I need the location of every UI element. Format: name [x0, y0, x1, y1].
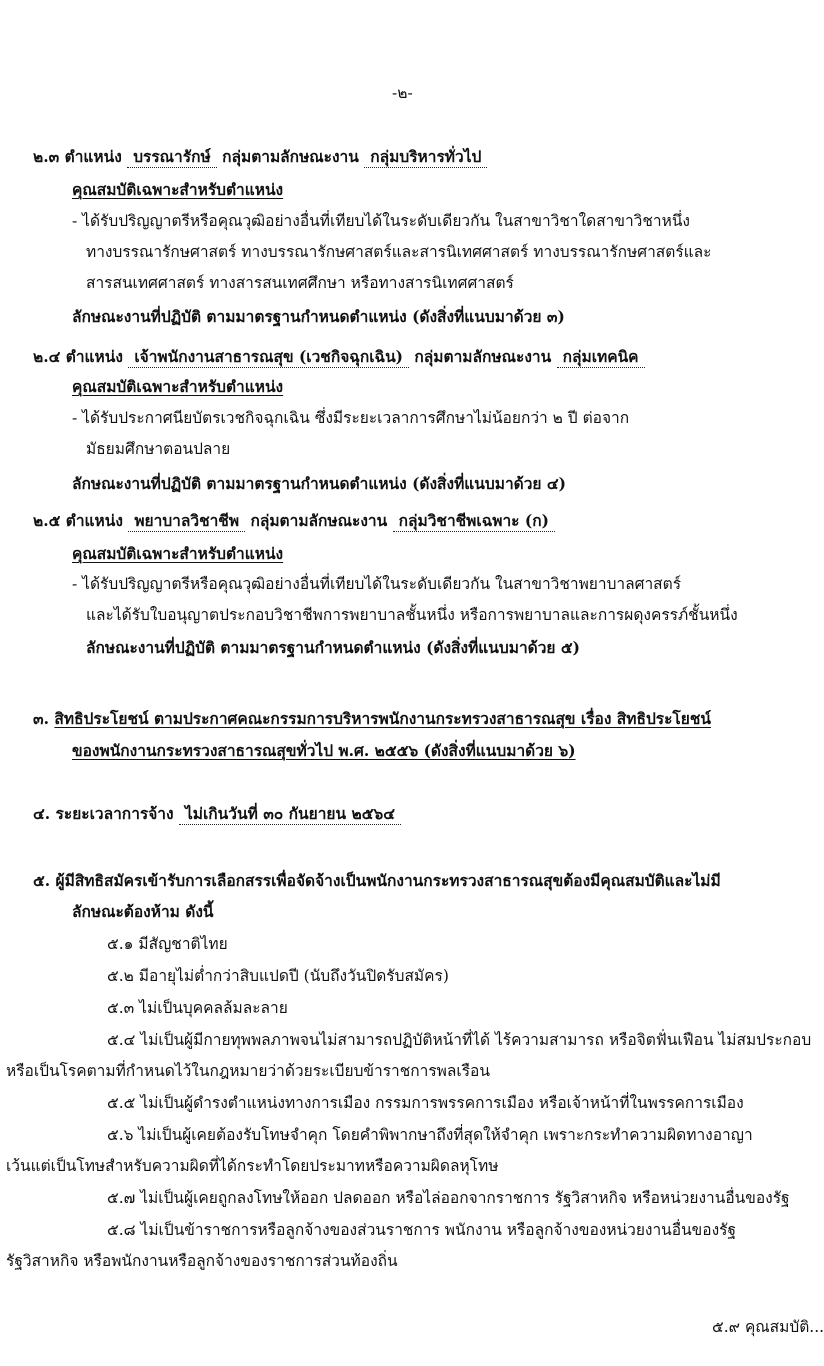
eligibility-item: ๕.๓ ไม่เป็นบุคคลล้มละลาย	[107, 999, 288, 1017]
group-name: กลุ่มเทคนิค	[557, 347, 645, 368]
position-name: บรรณารักษ์	[127, 147, 217, 168]
qualification-line: - ได้รับปริญญาตรีหรือคุณวุฒิอย่างอื่นที่เทียบได้ในระดับเดียวกัน ในสาขาวิชาพยาบาลศาสตร์	[72, 575, 682, 593]
section-4	[33, 803, 401, 825]
eligibility-item: ๕.๑ มีสัญชาติไทย	[107, 935, 228, 953]
position-2-5-heading	[33, 510, 555, 532]
qualification-line: - ได้รับปริญญาตรีหรือคุณวุฒิอย่างอื่นที่เทียบได้ในระดับเดียวกัน ในสาขาวิชาใดสาขาวิชาหนึ่ง	[72, 212, 690, 230]
position-name: เจ้าพนักงานสาธารณสุข (เวชกิจฉุกเฉิน)	[128, 347, 409, 368]
qualification-heading: คุณสมบัติเฉพาะสำหรับตำแหน่ง	[72, 377, 284, 396]
position-label: ตำแหน่ง	[65, 347, 123, 366]
eligibility-item: ๕.๖ ไม่เป็นผู้เคยต้องรับโทษจำคุก โดยคำพิพากษาถึงที่สุดให้จำคุก เพราะกระทำความผิดทางอาญา	[107, 1126, 753, 1144]
position-name: พยาบาลวิชาชีพ	[128, 511, 245, 532]
group-label: กลุ่มตามลักษณะงาน	[414, 347, 552, 366]
section-number: ๕.	[33, 871, 51, 890]
qualification-line: - ได้รับประกาศนียบัตรเวชกิจฉุกเฉิน ซึ่งมีระยะเวลาการศึกษาไม่น้อยกว่า ๒ ปี ต่อจาก	[72, 409, 630, 427]
qualification-heading: คุณสมบัติเฉพาะสำหรับตำแหน่ง	[72, 544, 284, 563]
position-number: ๒.๔	[33, 347, 61, 366]
qualification-line: ทางบรรณารักษศาสตร์ ทางบรรณารักษศาสตร์และสารนิเทศศาสตร์ ทางบรรณารักษศาสตร์และ	[86, 243, 712, 261]
eligibility-item: ๕.๔ ไม่เป็นผู้มีกายทุพพลภาพจนไม่สามารถปฏิบัติหน้าที่ได้ ไร้ความสามารถ หรือจิตฟั่นเฟือน ไม่สมประกอบ	[107, 1031, 812, 1049]
page-number: -๒-	[392, 84, 413, 102]
employment-period-value: ไม่เกินวันที่ ๓๐ กันยายน ๒๕๖๔	[179, 804, 401, 825]
eligibility-item: ๕.๗ ไม่เป็นผู้เคยถูกลงโทษให้ออก ปลดออก หรือไล่ออกจากราชการ รัฐวิสาหกิจ หรือหน่วยงานอื่นของรัฐ	[107, 1189, 790, 1207]
group-label: กลุ่มตามลักษณะงาน	[222, 147, 359, 166]
position-number: ๒.๕	[33, 511, 61, 530]
position-number: ๒.๓	[33, 147, 60, 166]
continuation-marker: ๕.๙ คุณสมบัติ...	[712, 1318, 824, 1336]
duty-line: ลักษณะงานที่ปฏิบัติ ตามมาตรฐานกำหนดตำแหน่ง (ดังสิ่งที่แนบมาด้วย ๕)	[86, 638, 580, 657]
qualification-line: และได้รับใบอนุญาตประกอบวิชาชีพการพยาบาลชั้นหนึ่ง หรือการพยาบาลและการผดุงครรภ์ชั้นหนึ่ง	[86, 606, 738, 624]
eligibility-item-continued: รัฐวิสาหกิจ หรือพนักงานหรือลูกจ้างของราชการส่วนท้องถิ่น	[6, 1252, 398, 1270]
employment-period-label: ระยะเวลาการจ้าง	[55, 804, 174, 823]
eligibility-item-continued: เว้นแต่เป็นโทษสำหรับความผิดที่ได้กระทำโดยประมาทหรือความผิดลหุโทษ	[6, 1157, 499, 1175]
section-5-line-1	[33, 870, 721, 892]
eligibility-item-continued: หรือเป็นโรคตามที่กำหนดไว้ในกฎหมายว่าด้วยระเบียบข้าราชการพลเรือน	[6, 1062, 490, 1080]
eligibility-item: ๕.๒ มีอายุไม่ต่ำกว่าสิบแปดปี (นับถึงวันปิดรับสมัคร)	[107, 967, 449, 985]
qualification-line: สารสนเทศศาสตร์ ทางสารสนเทศศึกษา หรือทางสารนิเทศศาสตร์	[86, 274, 514, 292]
qualification-heading: คุณสมบัติเฉพาะสำหรับตำแหน่ง	[72, 180, 284, 199]
group-label: กลุ่มตามลักษณะงาน	[250, 511, 388, 530]
duty-line: ลักษณะงานที่ปฏิบัติ ตามมาตรฐานกำหนดตำแหน่ง (ดังสิ่งที่แนบมาด้วย ๔)	[72, 474, 566, 493]
group-name: กลุ่มบริหารทั่วไป	[364, 147, 487, 168]
section-3-line-1	[33, 708, 711, 730]
section-text: สิทธิประโยชน์ ตามประกาศคณะกรรมการบริหารพนักงานกระทรวงสาธารณสุข เรื่อง สิทธิประโยชน์	[54, 709, 711, 728]
position-2-4-heading	[33, 346, 645, 368]
eligibility-item: ๕.๘ ไม่เป็นข้าราชการหรือลูกจ้างของส่วนราชการ พนักงาน หรือลูกจ้างของหน่วยงานอื่นของรัฐ	[107, 1221, 737, 1239]
eligibility-item: ๕.๕ ไม่เป็นผู้ดำรงตำแหน่งทางการเมือง กรรมการพรรคการเมือง หรือเจ้าหน้าที่ในพรรคการเมือง	[107, 1094, 744, 1112]
section-number: ๔.	[33, 804, 51, 823]
qualification-line: มัธยมศึกษาตอนปลาย	[86, 440, 231, 458]
group-name: กลุ่มวิชาชีพเฉพาะ (ก)	[393, 511, 555, 532]
position-label: ตำแหน่ง	[65, 511, 123, 530]
section-5-line-2: ลักษณะต้องห้าม ดังนี้	[72, 902, 214, 921]
position-label: ตำแหน่ง	[64, 147, 122, 166]
position-2-3-heading	[33, 146, 487, 168]
section-number: ๓.	[33, 709, 49, 728]
duty-line: ลักษณะงานที่ปฏิบัติ ตามมาตรฐานกำหนดตำแหน่ง (ดังสิ่งที่แนบมาด้วย ๓)	[72, 307, 565, 326]
section-3-line-2: ของพนักงานกระทรวงสาธารณสุขทั่วไป พ.ศ. ๒๕๕๖ (ดังสิ่งที่แนบมาด้วย ๖)	[72, 741, 576, 760]
section-text: ผู้มีสิทธิสมัครเข้ารับการเลือกสรรเพื่อจัดจ้างเป็นพนักงานกระทรวงสาธารณสุขต้องมีคุณสมบัติและไม่มี	[55, 871, 721, 890]
